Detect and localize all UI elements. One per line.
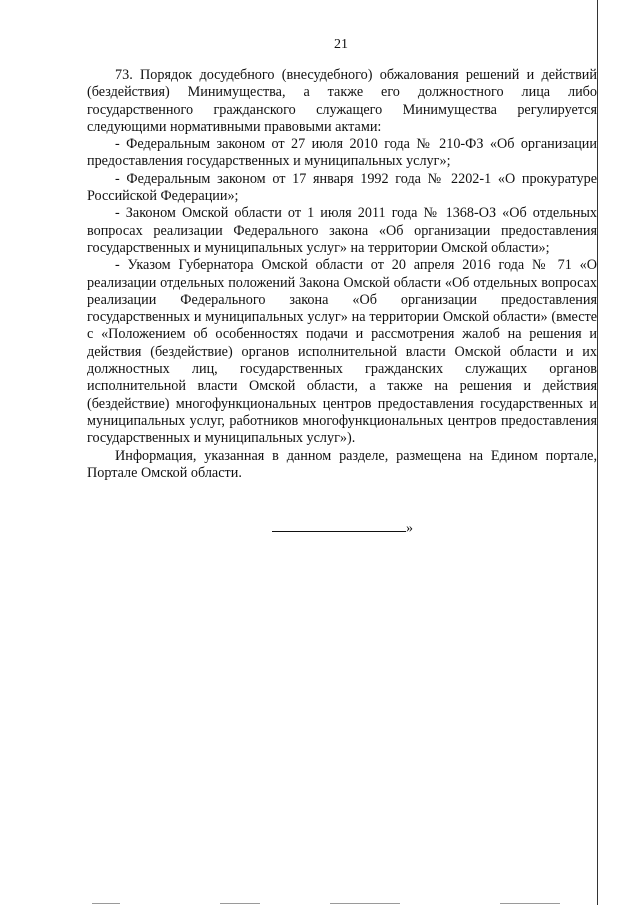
scan-bottom-marks bbox=[0, 901, 597, 905]
scan-mark bbox=[330, 903, 400, 904]
paragraph-portal-info: Информация, указанная в данном разделе, размещена на Едином портале, Портале Омской области. bbox=[87, 447, 597, 481]
scan-mark bbox=[220, 903, 260, 904]
paragraph-appeal-procedure: 73. Порядок досудебного (внесудебного) обжалования решений и действий (бездействия) Минимущества, а также его должностного лица либо государственного гражданского служащего Минимущества регулируется следующими нормативными правовыми актами: bbox=[87, 67, 597, 135]
closing-underline bbox=[272, 519, 406, 532]
document-body bbox=[87, 67, 597, 482]
paragraph-governor-decree-71: - Указом Губернатора Омской области от 20 апреля 2016 года № 71 «О реализации отдельных положений Закона Омской области «Об отдельных вопросах реализации Федерального закона «Об организации предоставления государственных и муниципальных услуг» на территории Омской области» (вместе с «Положением об особенностях подачи и рассмотрения жалоб на решения и действия (бездействие) органов исполнительной власти Омской области и их должностных лиц, государственных гражданских служащих органов исполнительной власти Омской области, а также на решения и действия (бездействие) многофункциональных центров предоставления государственных и муниципальных услуг, работников многофункциональных центров предоставления государственных и муниципальных услуг»). bbox=[87, 257, 597, 447]
page-edge-line bbox=[597, 0, 598, 905]
scan-mark bbox=[500, 903, 560, 904]
paragraph-omsk-law-1368: - Законом Омской области от 1 июля 2011 года № 1368-ОЗ «Об отдельных вопросах реализации Федерального закона «Об организации предоставления государственных и муниципальных услуг» на территории Омской области»; bbox=[87, 205, 597, 256]
closing-signature-line bbox=[272, 519, 413, 538]
paragraph-federal-law-2202: - Федеральным законом от 17 января 1992 года № 2202-1 «О прокуратуре Российской Федерации»; bbox=[87, 170, 597, 205]
scan-mark bbox=[92, 903, 120, 904]
paragraph-federal-law-210: - Федеральным законом от 27 июля 2010 года № 210-ФЗ «Об организации предоставления государственных и муниципальных услуг»; bbox=[87, 136, 597, 170]
page-number: 21 bbox=[334, 37, 348, 52]
closing-quote-mark: » bbox=[406, 521, 413, 536]
